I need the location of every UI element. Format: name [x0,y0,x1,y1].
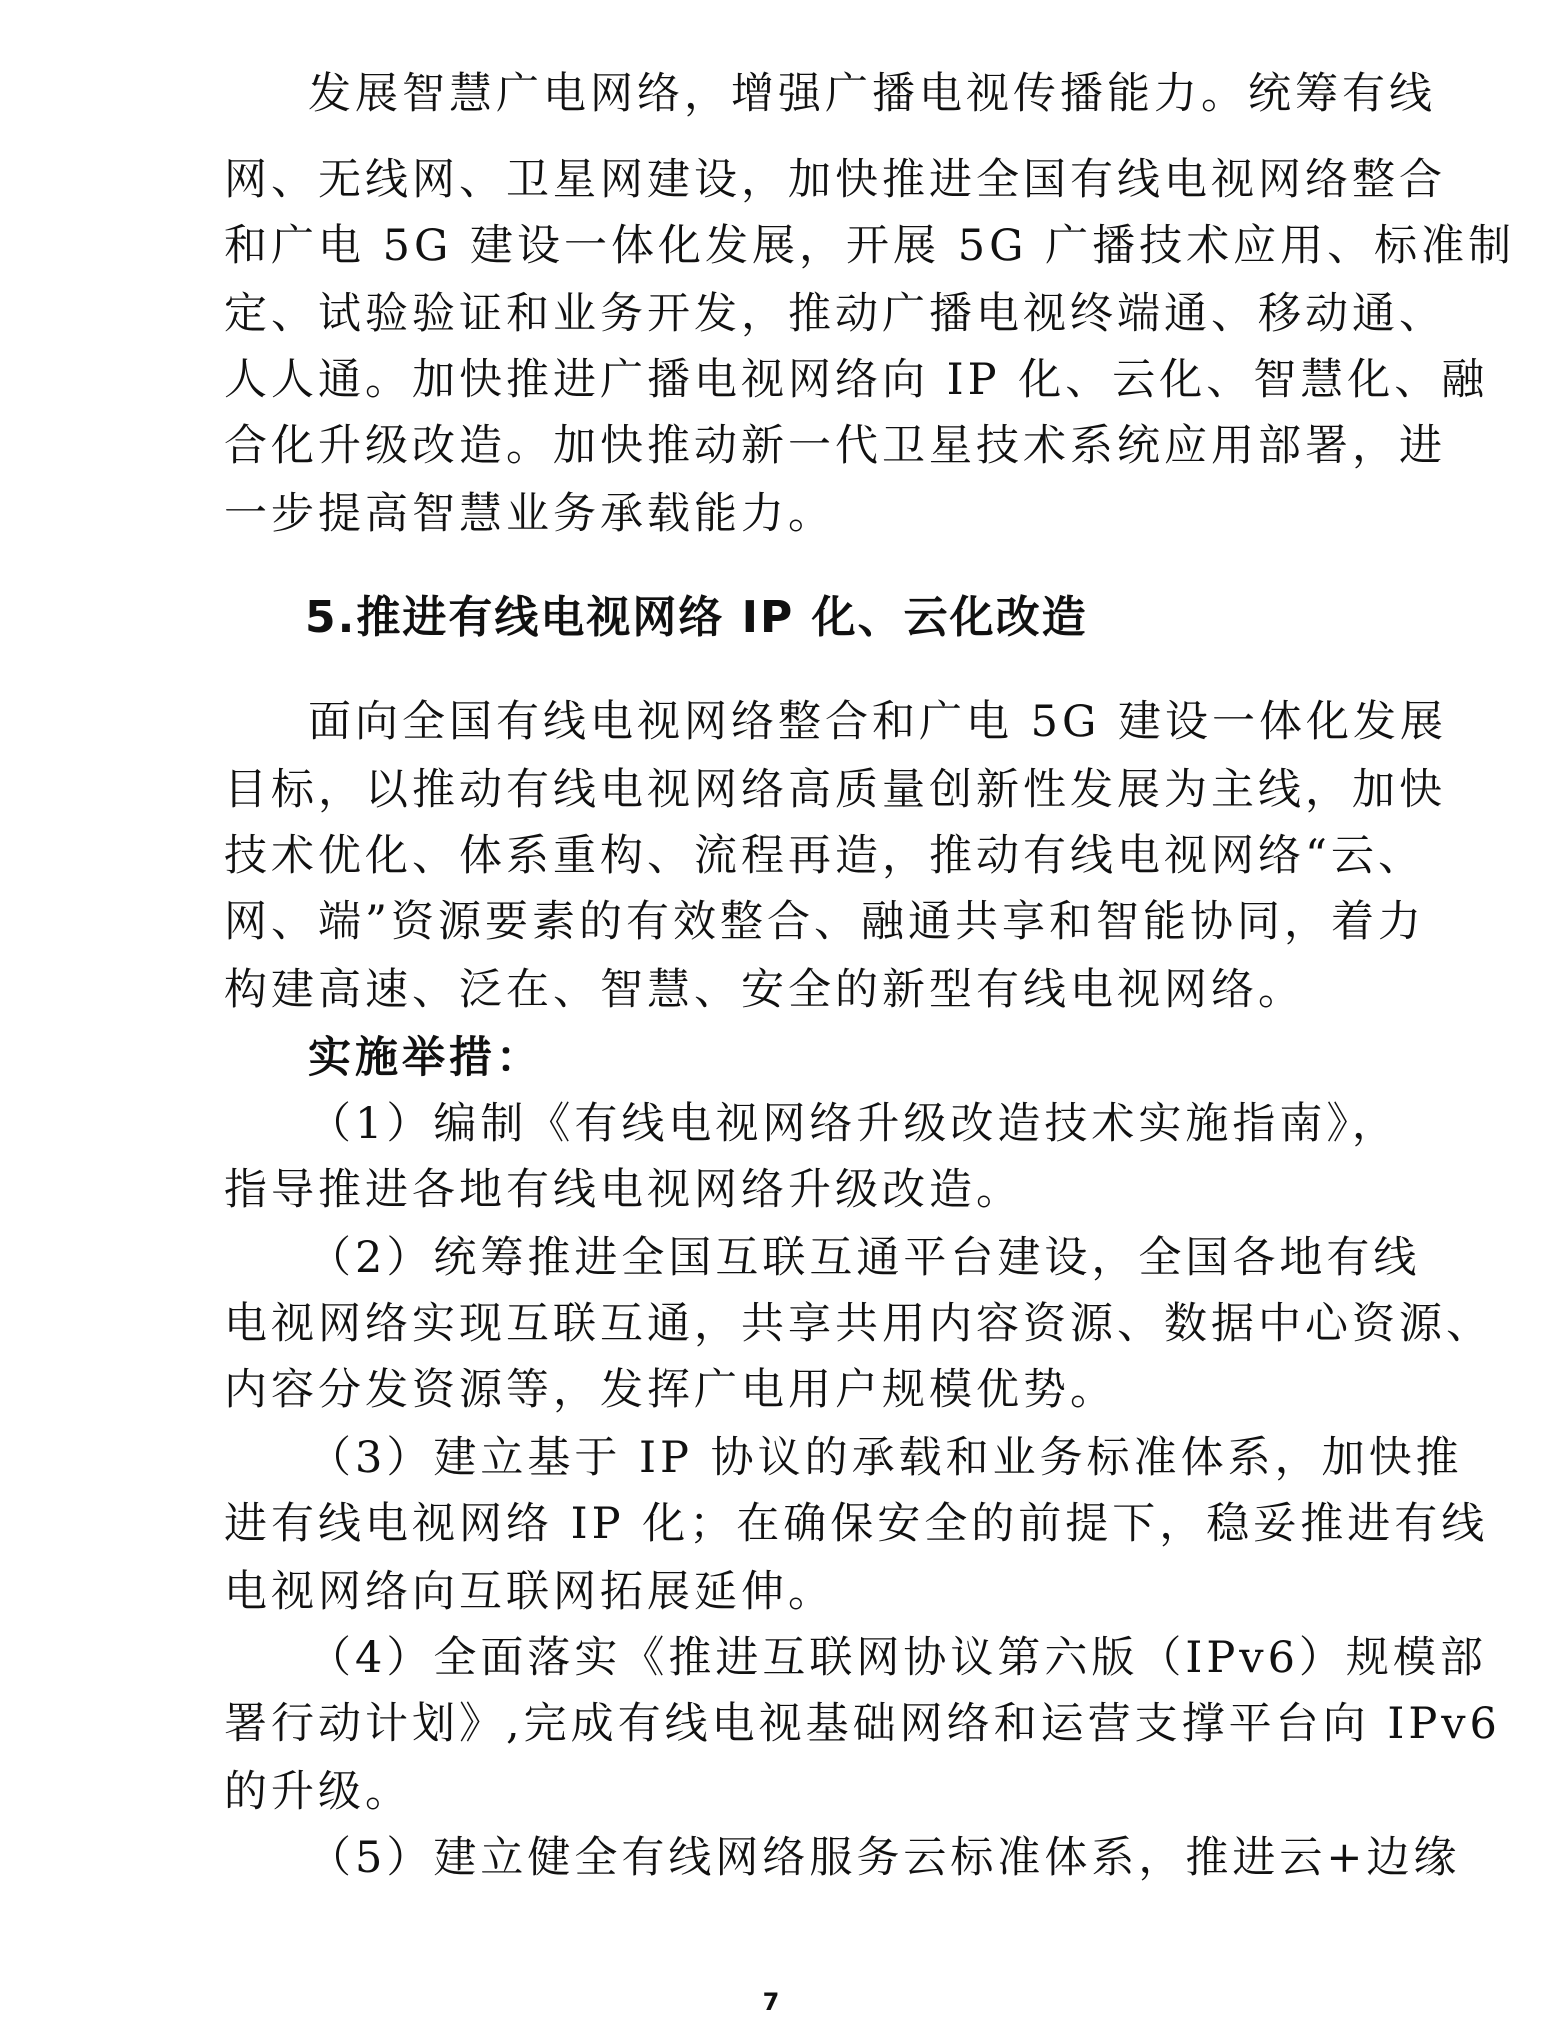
measure-2-line-2: 电视网络实现互联互通，共享共用内容资源、数据中心资源、 [224,1299,1493,1349]
measure-3-line-1: （3）建立基于 IP 协议的承载和业务标准体系，加快推 [308,1433,1463,1483]
paragraph-1-line-1: 发展智慧广电网络，增强广播电视传播能力。统筹有线 [308,69,1436,119]
paragraph-1-line-7: 一步提高智慧业务承载能力。 [224,489,835,539]
paragraph-2-line-1: 面向全国有线电视网络整合和广电 5G 建设一体化发展 [308,697,1448,747]
measure-2-line-3: 内容分发资源等，发挥广电用户规模优势。 [224,1365,1117,1415]
measure-1-line-1: （1）编制《有线电视网络升级改造技术实施指南》， [308,1099,1399,1149]
paragraph-1-line-3: 和广电 5G 建设一体化发展，开展 5G 广播技术应用、标准制 [224,221,1516,271]
paragraph-2-line-2: 目标，以推动有线电视网络高质量创新性发展为主线，加快 [224,765,1446,815]
paragraph-1-line-2: 网、无线网、卫星网建设，加快推进全国有线电视网络整合 [224,155,1446,205]
measures-heading: 实施举措： [308,1033,543,1083]
measure-2-line-1: （2）统筹推进全国互联互通平台建设，全国各地有线 [308,1233,1421,1283]
paragraph-1-line-5: 人人通。加快推进广播电视网络向 IP 化、云化、智慧化、融 [224,355,1489,405]
measure-4-line-1: （4）全面落实《推进互联网协议第六版（IPv6）规模部 [308,1633,1487,1683]
paragraph-2-line-5: 构建高速、泛在、智慧、安全的新型有线电视网络。 [224,965,1305,1015]
paragraph-2-line-4: 网、端”资源要素的有效整合、融通共享和智能协同，着力 [224,897,1425,947]
paragraph-2-line-3: 技术优化、体系重构、流程再造，推动有线电视网络“云、 [224,831,1425,881]
measure-1-line-2: 指导推进各地有线电视网络升级改造。 [224,1165,1023,1215]
measure-3-line-2: 进有线电视网络 IP 化；在确保安全的前提下，稳妥推进有线 [224,1499,1489,1549]
measure-4-line-2: 署行动计划》,完成有线电视基础网络和运营支撑平台向 IPv6 [224,1699,1501,1749]
paragraph-1-line-4: 定、试验验证和业务开发，推动广播电视终端通、移动通、 [224,289,1446,339]
measure-5-line-1: （5）建立健全有线网络服务云标准体系，推进云+边缘 [308,1833,1461,1883]
section-heading: 5.推进有线电视网络 IP 化、云化改造 [305,592,1088,643]
page-number: 7 [762,1988,780,2016]
paragraph-1-line-6: 合化升级改造。加快推动新一代卫星技术系统应用部署，进 [224,421,1446,471]
measure-4-line-3: 的升级。 [224,1767,412,1817]
measure-3-line-3: 电视网络向互联网拓展延伸。 [224,1567,835,1617]
